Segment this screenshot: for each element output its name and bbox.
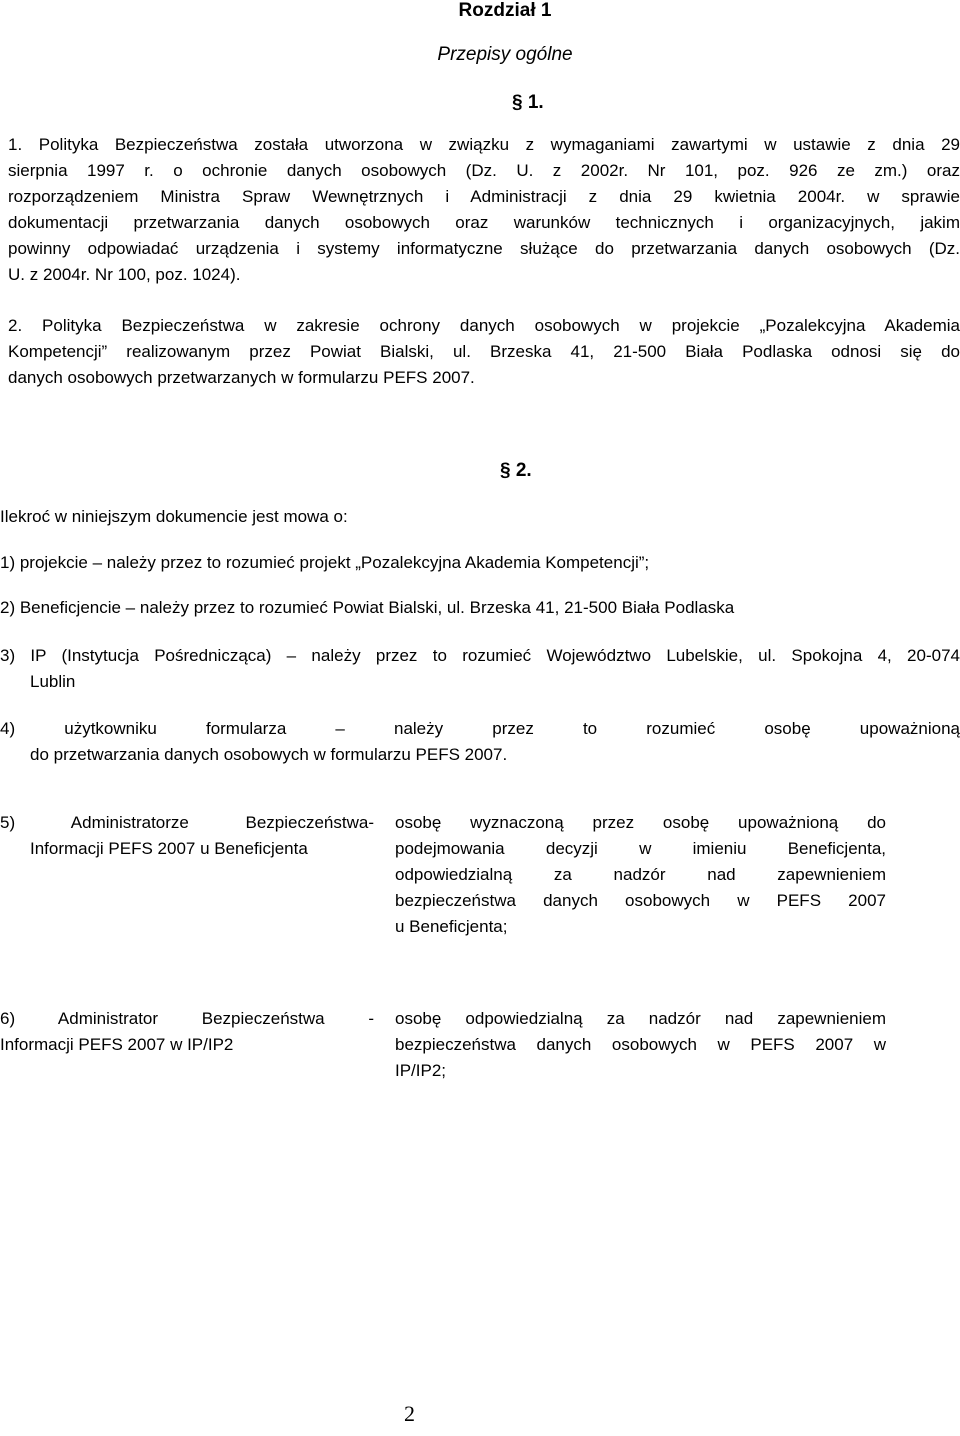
definition-item-6-description: [395, 1006, 886, 1084]
paragraph-line: Kompetencji” realizowanym przez Powiat Bialski, ul. Brzeska 41, 21-500 Biała Podlaska odnosi się do: [8, 342, 960, 361]
definition-item-6-term-line-1: 6) Administrator Bezpieczeństwa -: [0, 1009, 374, 1028]
paragraph-line: powinny odpowiadać urządzenia i systemy informatyczne służące do przetwarzania danych osobowych (Dz.: [8, 239, 960, 258]
definition-item-2: 2) Beneficjencie – należy przez to rozumieć Powiat Bialski, ul. Brzeska 41, 21-500 Biała Podlaska: [0, 598, 735, 617]
definition-item-3: [0, 643, 960, 695]
definition-item-4-line-1: 4) użytkowniku formularza – należy przez to rozumieć osobę upoważnioną: [0, 719, 960, 738]
definition-item-4: [0, 716, 960, 768]
definition-line: osobę odpowiedzialną za nadzór nad zapewnieniem: [395, 1009, 886, 1028]
definition-item-6-term: [0, 1006, 374, 1058]
paragraph-line: 1. Polityka Bezpieczeństwa została utworzona w związku z wymaganiami zawartymi w ustawie z dnia 29: [8, 135, 960, 154]
paragraph-line: U. z 2004r. Nr 100, poz. 1024).: [8, 265, 241, 284]
paragraph-line: danych osobowych przetwarzanych w formularzu PEFS 2007.: [8, 368, 475, 387]
paragraph-line: sierpnia 1997 r. o ochronie danych osobowych (Dz. U. z 2002r. Nr 101, poz. 926 ze zm.) oraz: [8, 161, 960, 180]
definition-item-3-line-1: 3) IP (Instytucja Pośrednicząca) – należy przez to rozumieć Województwo Lubelskie, ul. Spokojna 4, 20-074: [0, 646, 960, 665]
definition-item-5-description: [395, 810, 886, 940]
section-1-heading: § 1.: [512, 92, 544, 113]
definition-item-5-term: [0, 810, 374, 862]
definition-line: odpowiedzialną za nadzór nad zapewnieniem: [395, 865, 886, 884]
paragraph-line: 2. Polityka Bezpieczeństwa w zakresie ochrony danych osobowych w projekcie „Pozalekcyjna Akademia: [8, 316, 960, 335]
definition-line: u Beneficjenta;: [395, 917, 508, 936]
section-1-paragraph-2: [8, 313, 960, 391]
page-number: 2: [404, 1401, 415, 1426]
definition-item-4-line-2: do przetwarzania danych osobowych w formularzu PEFS 2007.: [30, 745, 508, 764]
definition-line: bezpieczeństwa danych osobowych w PEFS 2007 w: [395, 1035, 886, 1054]
chapter-subtitle: Przepisy ogólne: [437, 44, 573, 65]
paragraph-line: dokumentacji przetwarzania danych osobowych oraz warunków technicznych i organizacyjnych, jakim: [8, 213, 960, 232]
paragraph-line: rozporządzeniem Ministra Spraw Wewnętrznych i Administracji z dnia 29 kwietnia 2004r. w sprawie: [8, 187, 960, 206]
definition-item-3-line-2: Lublin: [30, 672, 76, 691]
section-1-paragraph-1: [8, 132, 960, 288]
definition-item-5-term-line-2: Informacji PEFS 2007 u Beneficjenta: [30, 839, 308, 858]
definition-item-1: 1) projekcie – należy przez to rozumieć projekt „Pozalekcyjna Akademia Kompetencji”;: [0, 553, 650, 572]
definitions-intro: Ilekroć w niniejszym dokumencie jest mowa o:: [0, 507, 348, 526]
definition-line: osobę wyznaczoną przez osobę upoważnioną do: [395, 813, 886, 832]
definition-item-6-term-line-2: Informacji PEFS 2007 w IP/IP2: [0, 1035, 234, 1054]
section-2-heading: § 2.: [500, 460, 532, 481]
chapter-title: Rozdział 1: [458, 0, 552, 21]
definition-line: podejmowania decyzji w imieniu Beneficjenta,: [395, 839, 886, 858]
definition-item-5-term-line-1: 5) Administratorze Bezpieczeństwa-: [0, 813, 374, 832]
definition-line: bezpieczeństwa danych osobowych w PEFS 2007: [395, 891, 886, 910]
definition-line: IP/IP2;: [395, 1061, 447, 1080]
